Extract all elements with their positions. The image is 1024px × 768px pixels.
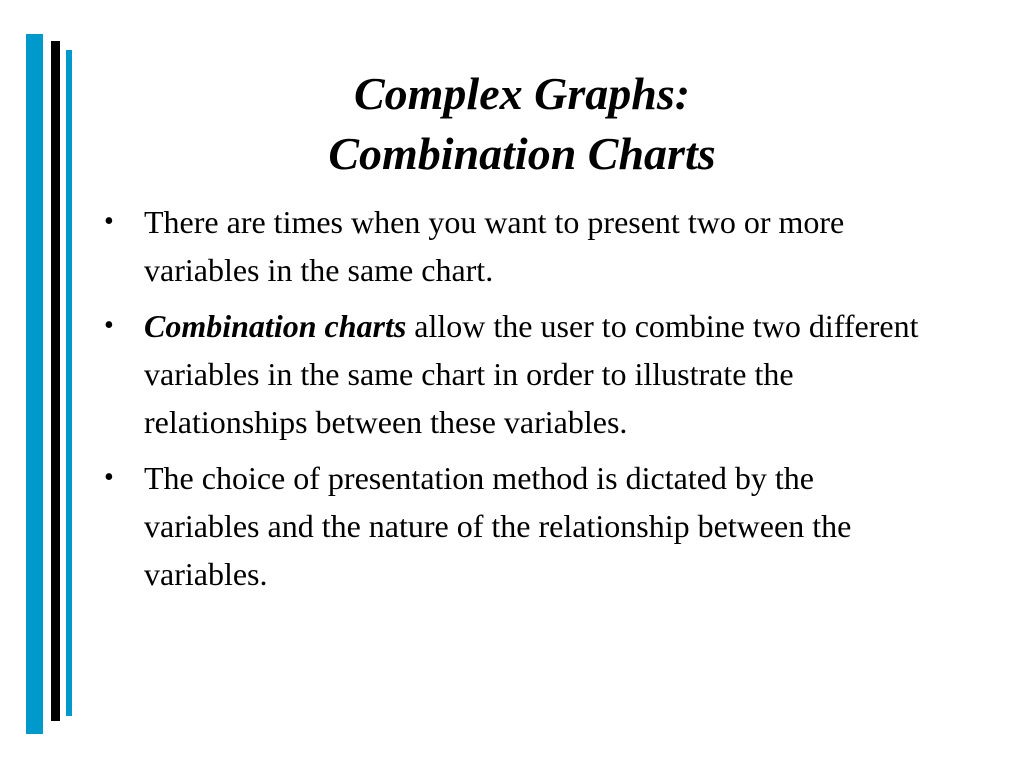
decorative-black-bar bbox=[51, 41, 60, 721]
slide-title bbox=[150, 64, 894, 184]
decorative-blue-bar-thin bbox=[66, 50, 72, 716]
bullet-list bbox=[100, 198, 930, 606]
bullet-text: The choice of presentation method is dictated by the variables and the nature of the relationship between the variables. bbox=[144, 460, 852, 592]
bullet-item-presentation-method bbox=[100, 454, 930, 598]
bullet-item-combination-charts bbox=[100, 302, 930, 446]
bullet-item-times bbox=[100, 198, 930, 294]
bullet-icon: • bbox=[104, 310, 114, 341]
bullet-icon: • bbox=[104, 462, 114, 493]
slide-title-line-1: Complex Graphs: bbox=[353, 68, 691, 119]
bullet-icon: • bbox=[104, 206, 114, 237]
bullet-text: allow the user to combine two different variables in the same chart in order to illustrate the relationships between these variables. bbox=[144, 308, 919, 440]
slide-title-line-2: Combination Charts bbox=[328, 128, 716, 179]
bullet-term: Combination charts bbox=[144, 308, 407, 344]
decorative-blue-bar-wide bbox=[26, 34, 43, 734]
bullet-text: There are times when you want to present two or more variables in the same chart. bbox=[144, 204, 845, 288]
